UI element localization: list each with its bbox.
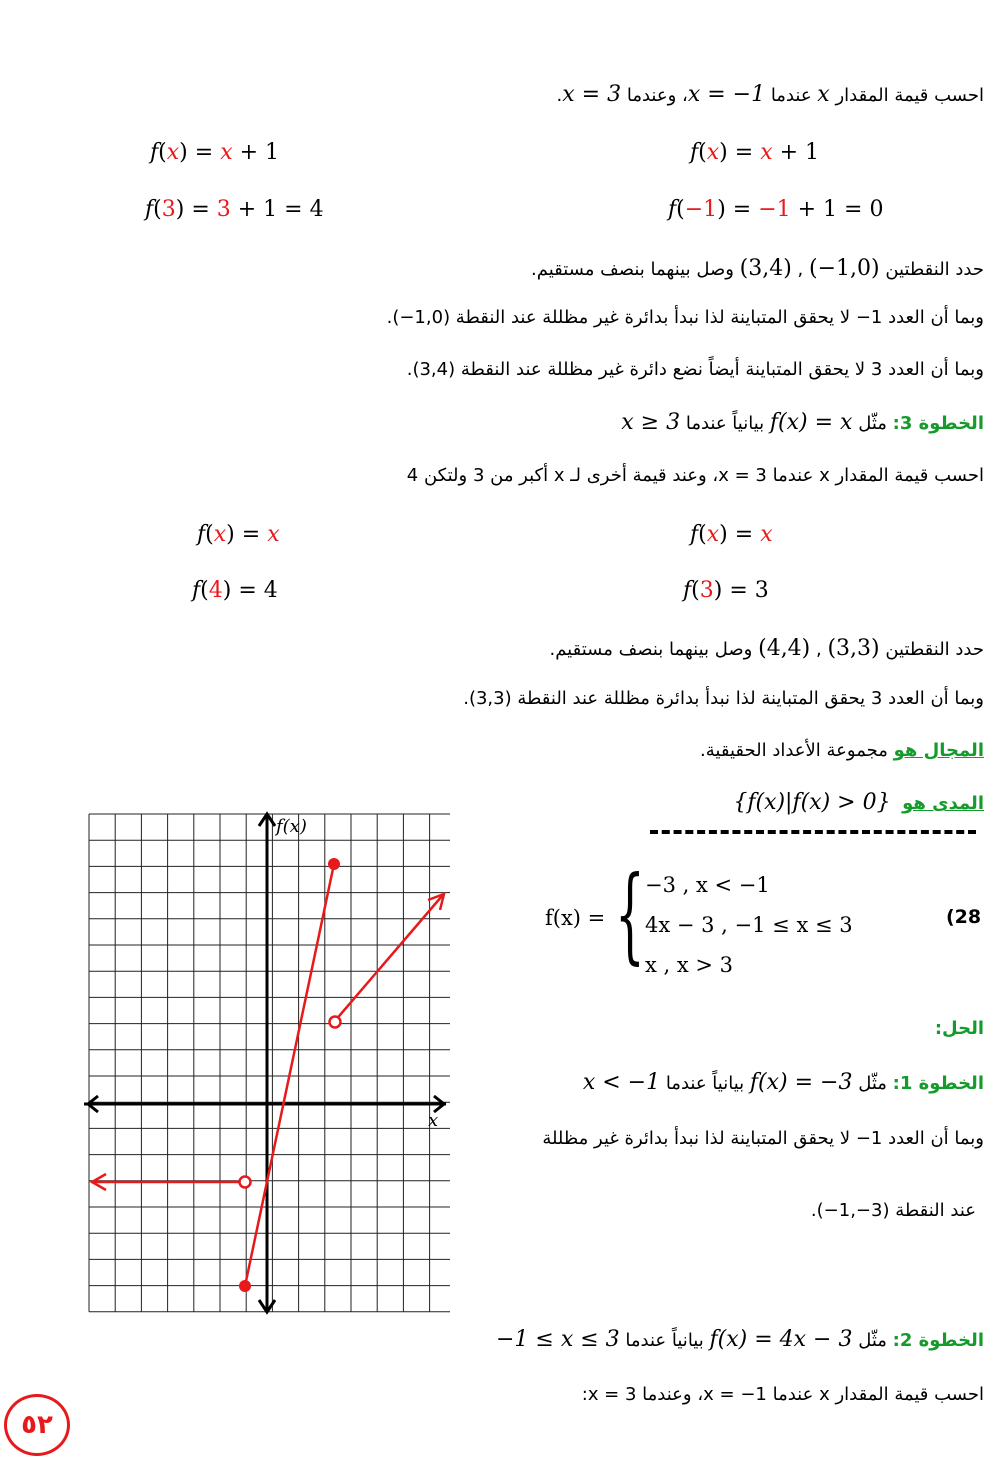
equation-left-3: f(x) = x [197, 522, 280, 547]
piece1-open-dot [240, 1177, 251, 1188]
range-line: المدى هو {f(x)|f(x) > 0} [733, 790, 984, 815]
minus1-open-line: وبما أن العدد 1− لا يحقق المتباينة لذا نبدأ بدائرة غير مظللة عند النقطة (1,0−). [386, 307, 984, 328]
step3-heading: الخطوة 3: مثّل f(x) = x بيانياً عندما x ≥ 3 [621, 410, 984, 435]
equation-right-2: f(−1) = −1 + 1 = 0 [668, 197, 884, 222]
y-axis-label: f(x) [276, 816, 307, 837]
step1-line1: وبما أن العدد 1− لا يحقق المتباينة لذا نبدأ بدائرة غير مظللة [542, 1128, 984, 1149]
x-axis-label: x [428, 1110, 439, 1131]
page-number: ٥٢ [4, 1394, 70, 1456]
piece3-ray [334, 896, 442, 1022]
step1-heading: الخطوة 1: مثّل f(x) = −3 بيانياً عندما x < −1 [582, 1070, 984, 1095]
piecewise-graph [84, 808, 450, 1320]
piece2-segment [245, 864, 334, 1286]
piece-row: −3 , x < −1 [645, 873, 770, 897]
step3-intro: احسب قيمة المقدار x عندما x = 3، وعند قيمة أخرى لـ x أكبر من 3 ولتكن 4 [406, 465, 984, 486]
solution-label: الحل: [934, 1018, 984, 1039]
step1-line2: عند النقطة (3−,1−). [810, 1200, 976, 1221]
domain-line: المجال هو مجموعة الأعداد الحقيقية. [700, 740, 984, 761]
piece-row: 4x − 3 , −1 ≤ x ≤ 3 [645, 913, 853, 937]
equation-right-3: f(x) = x [690, 522, 773, 547]
equation-right-1: f(x) = x + 1 [690, 140, 820, 165]
left-brace-icon: { [615, 853, 645, 975]
graph-grid [89, 814, 450, 1312]
three-closed-line: وبما أن العدد 3 يحقق المتباينة لذا نبدأ بدائرة مظللة عند النقطة (3,3). [463, 688, 984, 709]
piecewise-function [545, 853, 885, 983]
points-line-1: حدد النقطتين (−1,0) , (3,4) وصل بينهما بنصف مستقيم. [531, 256, 984, 281]
problem-number: (28 [946, 906, 982, 928]
step2-intro-line: احسب قيمة المقدار x عندما x = −1، وعندما x = 3. [556, 82, 984, 107]
piece2-closed-dot-end [328, 858, 340, 870]
equation-right-4: f(3) = 3 [683, 578, 769, 603]
piece2-closed-dot-start [239, 1280, 251, 1292]
section-divider [650, 830, 976, 834]
step2-heading: الخطوة 2: مثّل f(x) = 4x − 3 بيانياً عندما −1 ≤ x ≤ 3 [496, 1327, 984, 1352]
piecewise-lhs: f(x) = [545, 906, 606, 930]
three-open-line: وبما أن العدد 3 لا يحقق المتباينة أيضاً نضع دائرة غير مظللة عند النقطة (3,4). [406, 359, 984, 380]
equation-left-1: f(x) = x + 1 [150, 140, 280, 165]
equation-left-4: f(4) = 4 [192, 578, 278, 603]
piece-row: x , x > 3 [645, 953, 734, 977]
step2-last-line: احسب قيمة المقدار x عندما x = −1، وعندما x = 3: [581, 1384, 984, 1405]
equation-left-2: f(3) = 3 + 1 = 4 [145, 197, 324, 222]
points-line-2: حدد النقطتين (3,3) , (4,4) وصل بينهما بنصف مستقيم. [549, 636, 984, 661]
piece3-open-dot [330, 1017, 341, 1028]
